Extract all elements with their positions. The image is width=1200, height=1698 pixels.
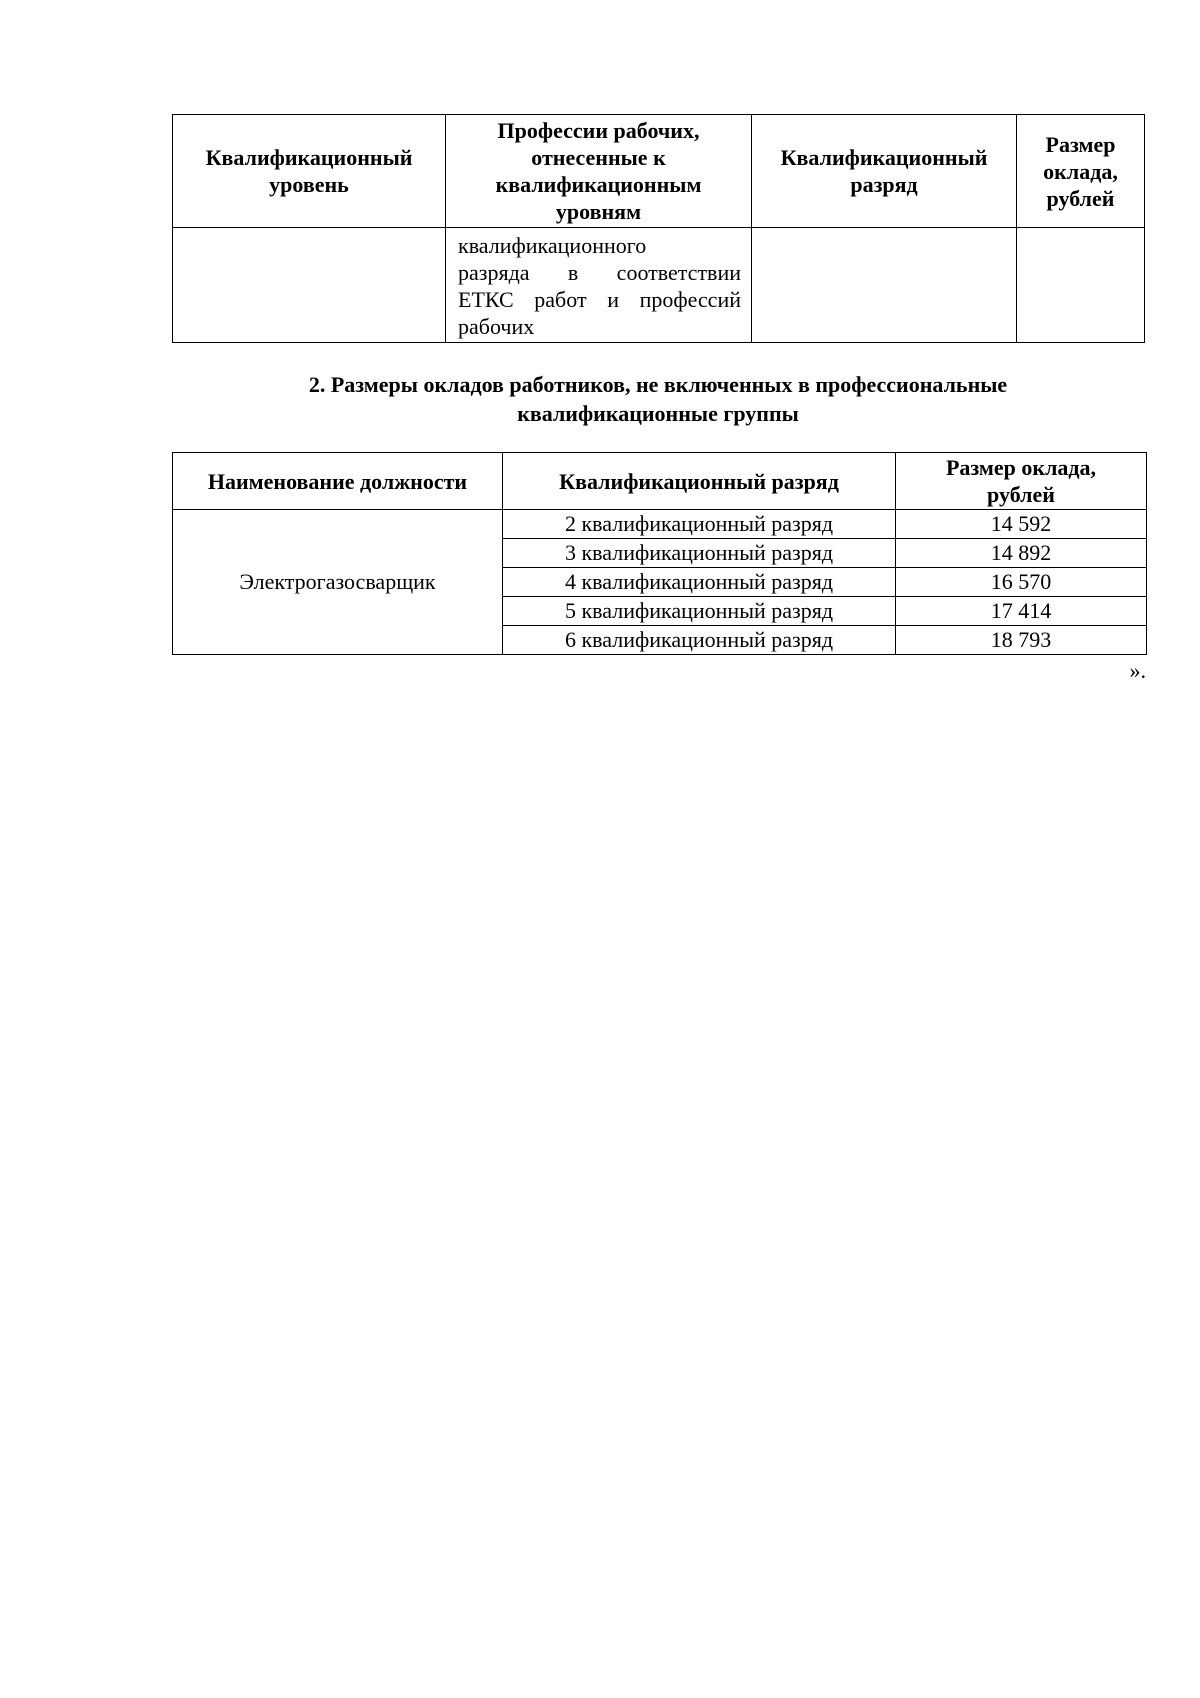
grade-cell: 2 квалификационный разряд	[503, 510, 896, 539]
table1-header-salary: Размер оклада, рублей	[1017, 115, 1145, 228]
table1-header-level: Квалификационный уровень	[173, 115, 446, 228]
salary-cell: 18 793	[896, 626, 1147, 655]
closing-quote-mark: ».	[1129, 658, 1146, 683]
position-cell: Электрогазосварщик	[173, 510, 503, 655]
salary-cell: 14 592	[896, 510, 1147, 539]
table2-header-salary: Размер оклада, рублей	[896, 453, 1147, 510]
salary-cell: 14 892	[896, 539, 1147, 568]
table2-header-grade: Квалификационный разряд	[503, 453, 896, 510]
table1-cell-level	[173, 228, 446, 343]
section-heading: 2. Размеры окладов работников, не включенных в профессиональные квалификационные группы	[308, 372, 1008, 426]
grade-cell: 3 квалификационный разряд	[503, 539, 896, 568]
salary-cell: 16 570	[896, 568, 1147, 597]
table-row	[173, 510, 1147, 539]
table1-header-grade: Квалификационный разряд	[752, 115, 1017, 228]
table2-header-position: Наименование должности	[173, 453, 503, 510]
salary-table	[172, 452, 1147, 655]
table2-header-row	[173, 453, 1147, 510]
grade-cell: 4 квалификационный разряд	[503, 568, 896, 597]
table1-cell-salary	[1017, 228, 1145, 343]
grade-cell: 5 квалификационный разряд	[503, 597, 896, 626]
grade-cell: 6 квалификационный разряд	[503, 626, 896, 655]
table1-header-row	[173, 115, 1145, 228]
qualification-table-continued	[172, 114, 1145, 343]
salary-cell: 17 414	[896, 597, 1147, 626]
table1-header-professions: Профессии рабочих, отнесенные к квалификационным уровням	[446, 115, 752, 228]
table1-continuation-row	[173, 228, 1145, 343]
table1-cell-grade	[752, 228, 1017, 343]
table1-cell-professions: квалификационного разряда в соответствии ЕТКС работ и профессий рабочих	[446, 228, 752, 343]
